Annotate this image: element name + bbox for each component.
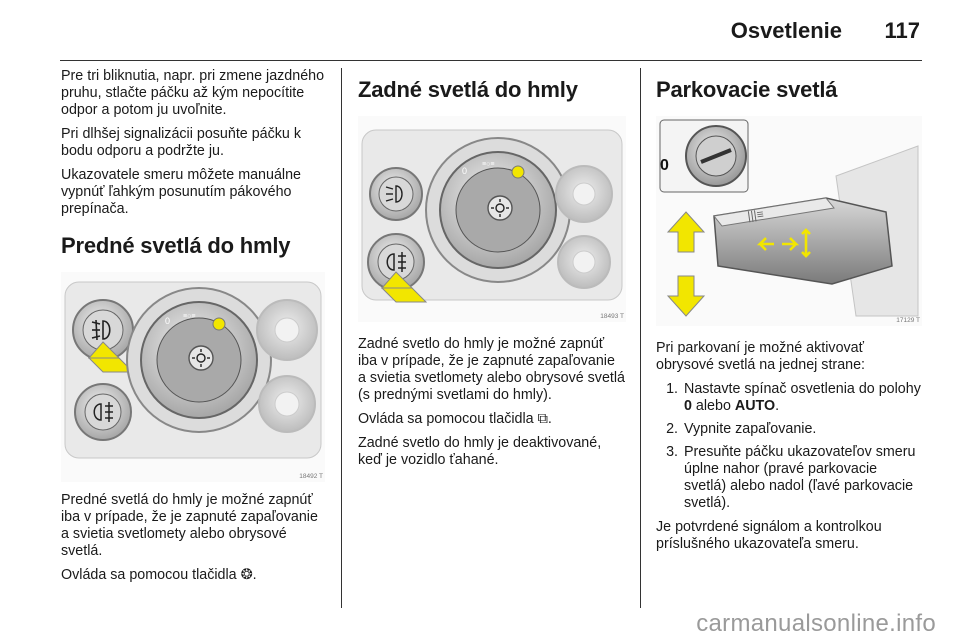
column-right <box>656 68 922 560</box>
parking-light-icon: ≡○≡ <box>482 161 495 168</box>
light-switch-illustration <box>358 116 626 322</box>
list-item: 1. Nastavte spínač osvetlenia do polohy 0 alebo AUTO. <box>666 381 921 414</box>
paragraph: Predné svetlá do hmly je možné zapnúť iba v prípade, že je zapnuté zapaľovanie a svietia svetlomety alebo obrysové svetlá. <box>61 492 318 559</box>
front-fog-lamp-icon: ❂ <box>240 567 253 583</box>
light-switch-illustration <box>61 272 325 482</box>
heading-parking-lights: Parkovacie svetlá <box>656 77 838 102</box>
indicator-stalk-illustration <box>656 116 922 326</box>
paragraph: Ovláda sa pomocou tlačidla ❂. <box>61 567 257 583</box>
column-left <box>61 68 325 591</box>
beam-icon: |||≡ <box>746 206 765 223</box>
paragraph: Je potvrdené signálom a kontrolkou príslušného ukazovateľa smeru. <box>656 519 882 552</box>
main-light-dial <box>127 288 271 432</box>
rear-fog-button <box>75 384 131 440</box>
page-header <box>0 0 960 62</box>
figure-parking-lights <box>656 116 922 326</box>
paragraph: Pri parkovaní je možné aktivovať obrysové svetlá na jednej strane: <box>656 340 866 373</box>
paragraph: Ukazovatele smeru môžete manuálne vypnúť ľahkým posunutím pákového prepínača. <box>61 167 301 217</box>
header-rule <box>60 60 922 61</box>
heading-front-fog: Predné svetlá do hmly <box>61 233 291 258</box>
headlight-icon <box>213 318 225 330</box>
sun-icon <box>189 346 213 370</box>
svg-text:0: 0 <box>660 157 669 174</box>
paragraph: Pri dlhšej signalizácii posuňte páčku k bodu odporu a podržte ju. <box>61 126 301 159</box>
list-item: 3. Presuňte páčku ukazovateľov smeru úplne nahor (pravé parkovacie svetlá) alebo nadol (ľavé parkovacie svetlá). <box>666 444 916 511</box>
paragraph: Ovláda sa pomocou tlačidla ⧉. <box>358 411 552 427</box>
column-divider <box>640 68 641 608</box>
paragraph: Pre tri bliknutia, napr. pri zmene jazdného pruhu, stlačte páčku až kým nepocítite odpor a potom ju uvoľnite. <box>61 68 325 118</box>
figure-rear-fog <box>358 116 626 322</box>
main-light-dial <box>426 138 570 282</box>
figure-front-fog <box>61 272 325 482</box>
sun-icon <box>488 196 512 220</box>
headlight-icon <box>512 166 524 178</box>
section-title: Osvetlenie <box>730 18 842 43</box>
steps-list <box>656 381 922 512</box>
heading-rear-fog: Zadné svetlá do hmly <box>358 77 578 102</box>
parking-light-icon: ≡○≡ <box>183 313 196 320</box>
column-divider <box>341 68 342 608</box>
paragraph: Zadné svetlo do hmly je deaktivované, keď je vozidlo ťahané. <box>358 435 602 468</box>
figure-code: 17129 T <box>896 317 920 324</box>
list-item: 2. Vypnite zapaľovanie. <box>666 421 817 437</box>
svg-text:0: 0 <box>165 316 171 326</box>
paragraph: Zadné svetlo do hmly je možné zapnúť iba v prípade, že je zapnuté zapaľovanie a svietia svetlomety alebo obrysové svetlá (s prednými svetlami do hmly). <box>358 336 626 403</box>
rear-fog-lamp-icon: ⧉ <box>537 411 548 427</box>
svg-text:0: 0 <box>462 166 468 176</box>
watermark: carmanualsonline.info <box>696 610 936 637</box>
page-number: 117 <box>884 18 920 43</box>
column-middle <box>358 68 626 476</box>
figure-code: 18493 T <box>600 313 624 320</box>
figure-code: 18492 T <box>299 473 323 480</box>
